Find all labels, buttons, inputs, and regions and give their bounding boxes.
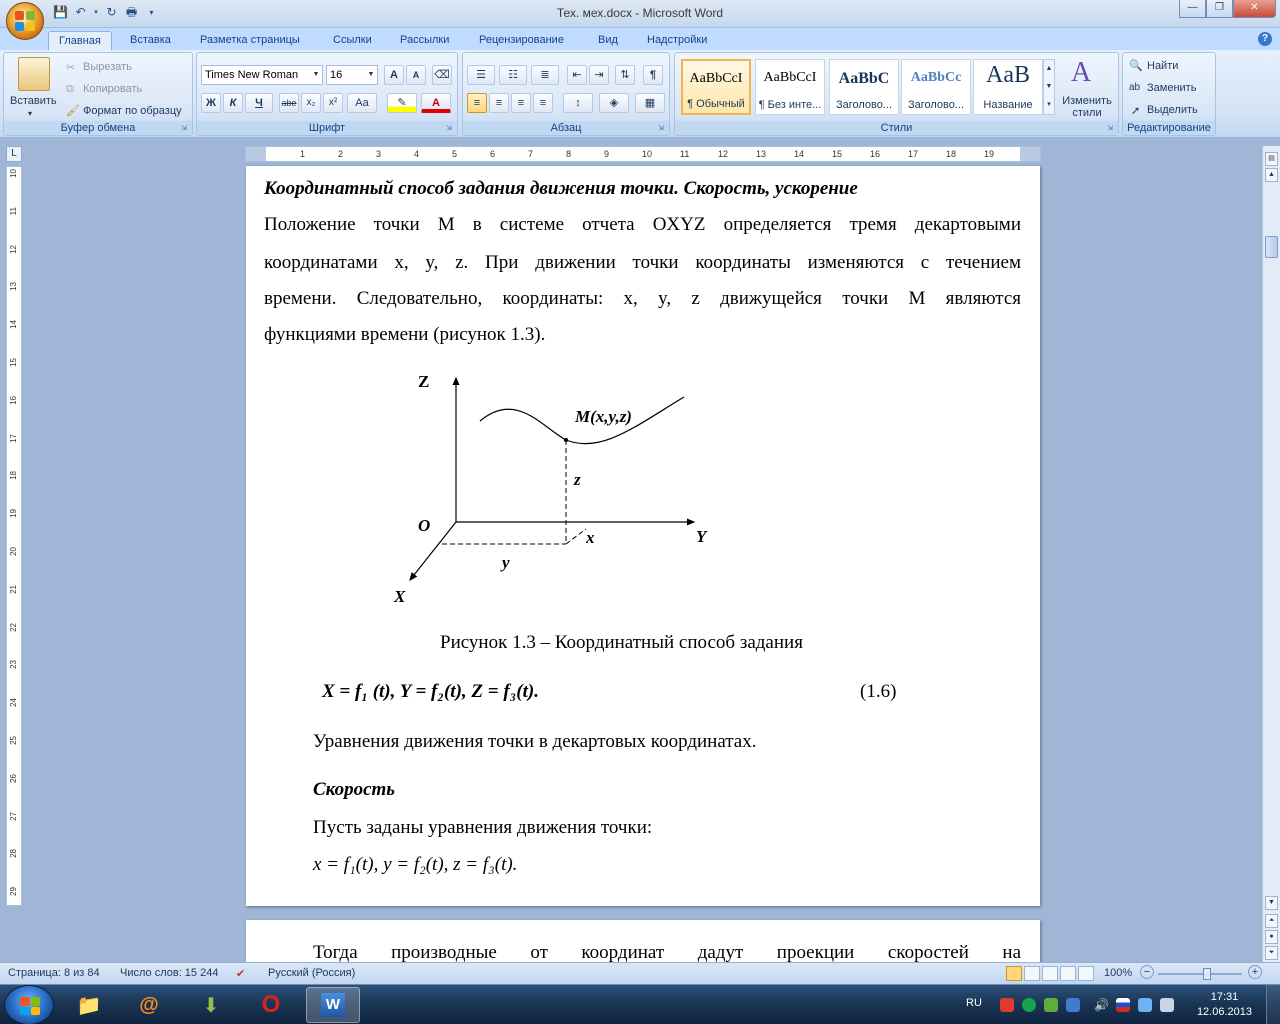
font-group: [196, 52, 458, 136]
document-page-next[interactable]: [246, 920, 1040, 962]
tab-home[interactable]: Главная: [48, 31, 112, 50]
coordinate-figure: [396, 366, 716, 606]
email-client-icon[interactable]: @: [139, 993, 159, 1016]
change-styles-button[interactable]: Изменить стили: [1062, 95, 1112, 119]
ruler-mark: 12: [718, 149, 729, 159]
style-heading-1[interactable]: [829, 59, 899, 115]
ruler-mark: 11: [9, 206, 18, 216]
borders-icon[interactable]: ▦: [635, 93, 665, 113]
vertical-scrollbar[interactable]: [1262, 146, 1280, 962]
ruler-mark: 14: [9, 320, 18, 330]
tray-app-icon[interactable]: [1066, 998, 1080, 1012]
proofing-icon[interactable]: ✔: [236, 968, 246, 980]
input-language[interactable]: RU: [966, 997, 982, 1009]
clipboard-group: [3, 52, 193, 136]
zoom-slider[interactable]: [1158, 973, 1242, 975]
ruler-mark: 11: [680, 149, 690, 159]
style-no-spacing[interactable]: [755, 59, 825, 115]
speed-heading: Скорость: [313, 779, 395, 800]
ruler-mark: 5: [452, 149, 458, 159]
ruler-mark: 21: [9, 584, 18, 594]
copy-button[interactable]: Копировать: [83, 83, 143, 95]
print-layout-view-icon[interactable]: [1006, 966, 1022, 981]
multilevel-list-icon[interactable]: ≣: [531, 65, 559, 85]
paragraph-group-label: Абзац: [463, 121, 669, 135]
ruler-mark: 15: [9, 358, 18, 367]
print-icon[interactable]: 🖶: [125, 5, 138, 19]
y-coordinate-label: y: [502, 553, 510, 572]
font-color-icon[interactable]: A: [421, 93, 451, 113]
font-launcher-icon[interactable]: ⇲: [446, 125, 452, 132]
ruler-mark: 17: [908, 149, 919, 159]
minimize-button[interactable]: —: [1179, 0, 1206, 18]
full-screen-reading-icon[interactable]: [1024, 966, 1040, 981]
figure-caption: Рисунок 1.3 – Координатный способ задания: [440, 632, 803, 653]
italic-button[interactable]: К: [223, 93, 243, 113]
ribbon: [0, 50, 1280, 138]
horizontal-ruler[interactable]: [245, 146, 1041, 162]
undo-icon[interactable]: ↶: [75, 5, 86, 19]
strikethrough-button[interactable]: abe: [279, 93, 299, 113]
shrink-font-button[interactable]: A: [406, 65, 426, 85]
ruler-mark: 14: [794, 149, 805, 159]
equation-number: (1.6): [860, 681, 897, 702]
point-label: M(x,y,z): [575, 407, 632, 426]
ruler-mark: 7: [528, 149, 534, 159]
style-name: Название: [983, 99, 1033, 111]
clipboard-group-label: Буфер обмена: [4, 121, 192, 135]
x-coordinate-label: x: [586, 528, 595, 547]
style-sample: AaBbC: [838, 70, 890, 87]
ruler-mark: 24: [9, 698, 18, 708]
language-indicator[interactable]: Русский (Россия): [268, 967, 356, 979]
system-clock[interactable]: [1197, 990, 1252, 1020]
style-sample: AaBbCcI: [763, 70, 817, 85]
ruler-mark: 17: [9, 433, 18, 443]
style-name: ¶ Обычный: [687, 98, 745, 110]
volume-icon[interactable]: 🔊: [1094, 998, 1109, 1012]
align-center-icon[interactable]: ≡: [489, 93, 509, 113]
show-desktop-button[interactable]: [1266, 985, 1280, 1024]
ruler-mark: 25: [9, 736, 18, 745]
clock-time: 17:31: [1210, 991, 1239, 1003]
draft-view-icon[interactable]: [1078, 966, 1094, 981]
ruler-mark: 1: [300, 149, 306, 159]
tab-selector-icon[interactable]: L: [6, 146, 22, 162]
bold-button[interactable]: Ж: [201, 93, 221, 113]
style-sample: AaBbCc: [910, 70, 962, 85]
ruler-mark: 6: [490, 149, 496, 159]
paragraph-line: времени. Следовательно, координаты: x, y, z движущейся точки M являются: [264, 288, 1021, 309]
chevron-down-icon[interactable]: ▼: [312, 71, 320, 78]
replace-icon[interactable]: ab: [1129, 82, 1141, 93]
windows-logo-icon: [20, 997, 40, 1015]
select-icon[interactable]: ➚: [1131, 105, 1141, 117]
zoom-slider-thumb[interactable]: [1203, 968, 1211, 980]
previous-page-icon[interactable]: ⏶: [1265, 914, 1278, 928]
office-logo-icon: [15, 11, 35, 31]
increase-indent-icon[interactable]: ⇥: [589, 65, 609, 85]
ribbon-tabs: [0, 28, 1280, 50]
paste-dropdown-icon[interactable]: ▾: [28, 109, 33, 118]
ruler-mark: 2: [338, 149, 344, 159]
copy-icon[interactable]: ⧉: [66, 83, 74, 95]
clear-formatting-icon[interactable]: ⌫: [432, 65, 452, 85]
ruler-right-margin: [1020, 147, 1040, 161]
scroll-down-icon[interactable]: ▼: [1265, 896, 1278, 910]
grow-font-button[interactable]: A: [384, 65, 404, 85]
sort-icon[interactable]: ⇅: [615, 65, 635, 85]
style-normal[interactable]: [681, 59, 751, 115]
ruler-mark: 13: [756, 149, 767, 159]
word-taskbar-icon[interactable]: W: [306, 987, 360, 1023]
ruler-mark: 12: [9, 244, 18, 254]
tray-app-icon[interactable]: [1160, 998, 1174, 1012]
ruler-mark: 18: [9, 471, 18, 481]
shading-icon[interactable]: ◈: [599, 93, 629, 113]
network-icon[interactable]: [1138, 998, 1152, 1012]
ruler-mark: 19: [984, 149, 995, 159]
chevron-down-icon[interactable]: ▼: [367, 71, 375, 78]
updater-tray-icon[interactable]: [1022, 998, 1036, 1012]
axis-y-label: Y: [696, 527, 707, 546]
ruler-mark: 3: [376, 149, 382, 159]
paragraph-line: координатами x, y, z. При движении точки координаты изменяются с течением: [264, 252, 1021, 273]
font-name-combo[interactable]: [201, 65, 323, 85]
style-name: Заголово...: [907, 99, 965, 111]
justify-icon[interactable]: ≡: [533, 93, 553, 113]
status-bar: [0, 962, 1280, 984]
paragraph-line: Пусть заданы уравнения движения точки:: [313, 817, 653, 838]
cut-icon[interactable]: ✂: [66, 62, 76, 74]
ruler-mark: 26: [9, 773, 18, 783]
opera-icon[interactable]: O: [261, 991, 281, 1018]
office-button[interactable]: [6, 2, 44, 40]
downloader-icon[interactable]: ⬇: [202, 994, 220, 1017]
align-left-icon[interactable]: ≡: [467, 93, 487, 113]
tab-view[interactable]: Вид: [598, 34, 618, 46]
x-axis: [410, 522, 456, 580]
find-button[interactable]: Найти: [1147, 60, 1179, 72]
ruler-mark: 22: [9, 622, 18, 632]
ruler-mark: 23: [9, 660, 18, 670]
tab-addins[interactable]: Надстройки: [647, 34, 708, 46]
vertical-ruler[interactable]: [6, 166, 22, 906]
paragraph-line: Положение точки M в системе отчета OXYZ определяется тремя декартовыми: [264, 214, 1021, 235]
ruler-mark: 8: [566, 149, 572, 159]
style-name: ¶ Без инте...: [758, 99, 822, 111]
style-sample: AaB: [986, 62, 1030, 88]
change-styles-icon[interactable]: A: [1071, 57, 1092, 88]
ruler-mark: 10: [642, 149, 653, 159]
undo-dropdown-icon[interactable]: ▾: [94, 9, 98, 16]
ruler-mark: 19: [9, 509, 18, 519]
help-icon[interactable]: ?: [1258, 32, 1272, 46]
subscript-button[interactable]: x₂: [301, 93, 321, 113]
line-spacing-icon[interactable]: ↕: [563, 93, 593, 113]
highlight-icon[interactable]: ✎: [387, 93, 417, 113]
paste-icon[interactable]: [18, 57, 50, 91]
equation-1-6: X = f₁ (t), Y = f₂(t), Z = f₃(t).: [322, 681, 539, 702]
tab-page-layout[interactable]: Разметка страницы: [200, 34, 300, 46]
outline-view-icon[interactable]: [1060, 966, 1076, 981]
editing-group-label: Редактирование: [1123, 121, 1215, 135]
paragraph-group: [462, 52, 670, 136]
next-page-icon[interactable]: ⏷: [1265, 946, 1278, 960]
axis-z-label: Z: [418, 372, 430, 391]
ruler-mark: 27: [9, 811, 18, 821]
numbering-icon[interactable]: ☷: [499, 65, 527, 85]
superscript-button[interactable]: x²: [323, 93, 343, 113]
paragraph-line: функциями времени (рисунок 1.3).: [264, 324, 546, 345]
keyboard-layout-icon[interactable]: [1116, 998, 1130, 1012]
styles-scroll-icon[interactable]: ▲ ▼ ▾: [1043, 59, 1055, 115]
document-page[interactable]: [246, 166, 1040, 906]
format-painter-icon[interactable]: 🖌: [66, 105, 80, 117]
replace-button[interactable]: Заменить: [1147, 82, 1197, 94]
style-sample: AaBbCcI: [689, 71, 743, 86]
editing-group: [1122, 52, 1216, 136]
page-counter[interactable]: Страница: 8 из 84: [8, 967, 100, 979]
antivirus-tray-icon[interactable]: [1000, 998, 1014, 1012]
zoom-level[interactable]: 100%: [1104, 967, 1133, 979]
window-controls: [1179, 0, 1276, 18]
start-button[interactable]: [4, 985, 54, 1024]
save-icon[interactable]: 💾: [53, 5, 68, 19]
show-marks-icon[interactable]: ¶: [643, 65, 663, 85]
tray-app-icon[interactable]: [1044, 998, 1058, 1012]
close-button[interactable]: ✕: [1233, 0, 1276, 18]
tab-references[interactable]: Ссылки: [333, 34, 372, 46]
decrease-indent-icon[interactable]: ⇤: [567, 65, 587, 85]
ruler-mark: 20: [9, 547, 18, 556]
tab-review[interactable]: Рецензирование: [479, 34, 564, 46]
zoom-in-icon[interactable]: +: [1248, 965, 1262, 979]
style-name: Заголово...: [835, 99, 893, 111]
tab-mailings[interactable]: Рассылки: [400, 34, 450, 46]
redo-icon[interactable]: ↻: [106, 5, 117, 19]
style-title[interactable]: [973, 59, 1043, 115]
ruler-mark: 13: [9, 282, 18, 292]
styles-group-label: Стили: [675, 121, 1118, 135]
align-right-icon[interactable]: ≡: [511, 93, 531, 113]
font-name-value: Times New Roman: [205, 69, 299, 81]
ruler-mark: 29: [9, 887, 18, 897]
customize-qat-icon[interactable]: ▾: [149, 8, 154, 17]
x-projection: [566, 529, 586, 544]
title-bar: [0, 0, 1280, 28]
clipboard-launcher-icon[interactable]: ⇲: [181, 125, 187, 132]
font-group-label: Шрифт: [197, 121, 457, 135]
ruler-mark: 15: [832, 149, 843, 159]
font-size-combo[interactable]: [326, 65, 378, 85]
ruler-mark: 16: [870, 149, 881, 159]
z-coordinate-label: z: [574, 470, 581, 489]
ruler-mark: 16: [9, 395, 18, 405]
word-count[interactable]: Число слов: 15 244: [120, 967, 219, 979]
change-case-button[interactable]: Aa: [347, 93, 377, 113]
paste-button[interactable]: Вставить: [10, 95, 57, 107]
select-button[interactable]: Выделить: [1147, 104, 1198, 116]
ruler-mark: 18: [946, 149, 957, 159]
axis-x-label: X: [394, 587, 406, 606]
ruler-mark: 10: [9, 169, 18, 178]
format-painter-button[interactable]: Формат по образцу: [83, 105, 182, 117]
origin-label: O: [418, 516, 431, 535]
underline-button[interactable]: Ч: [245, 93, 273, 113]
equation-2: x = f₁(t), y = f₂(t), z = f₃(t).: [313, 854, 518, 875]
zoom-out-icon[interactable]: −: [1140, 965, 1154, 979]
styles-group: [674, 52, 1119, 136]
browse-object-icon[interactable]: ●: [1265, 930, 1278, 944]
styles-launcher-icon[interactable]: ⇲: [1107, 125, 1113, 132]
clock-date: 12.06.2013: [1196, 1006, 1252, 1018]
ruler-left-margin: [246, 147, 266, 161]
ruler-mark: 9: [604, 149, 610, 159]
scroll-thumb[interactable]: [1265, 236, 1278, 258]
paragraph-line: Уравнения движения точки в декартовых координатах.: [313, 731, 757, 752]
bullets-icon[interactable]: ☰: [467, 65, 495, 85]
taskbar: [0, 984, 1280, 1024]
scroll-up-icon[interactable]: ▲: [1265, 168, 1278, 182]
find-icon[interactable]: 🔍: [1129, 60, 1143, 72]
web-layout-icon[interactable]: [1042, 966, 1058, 981]
ruler-mark: 4: [414, 149, 420, 159]
ruler-toggle-icon[interactable]: ▤: [1265, 152, 1278, 166]
file-explorer-icon[interactable]: 📁: [76, 994, 102, 1017]
paragraph-line: Тогда производные от координат дадут проекции скоростей на: [313, 942, 1021, 962]
ruler-mark: 28: [9, 849, 18, 859]
window-title: Тех. мех.docx - Microsoft Word: [556, 6, 724, 20]
tab-insert[interactable]: Вставка: [130, 34, 171, 46]
paragraph-launcher-icon[interactable]: ⇲: [658, 125, 664, 132]
maximize-button[interactable]: ❐: [1206, 0, 1233, 18]
section-heading: Координатный способ задания движения точки. Скорость, ускорение: [264, 178, 858, 199]
cut-button[interactable]: Вырезать: [83, 61, 132, 73]
font-size-value: 16: [330, 69, 343, 81]
style-heading-2[interactable]: [901, 59, 971, 115]
